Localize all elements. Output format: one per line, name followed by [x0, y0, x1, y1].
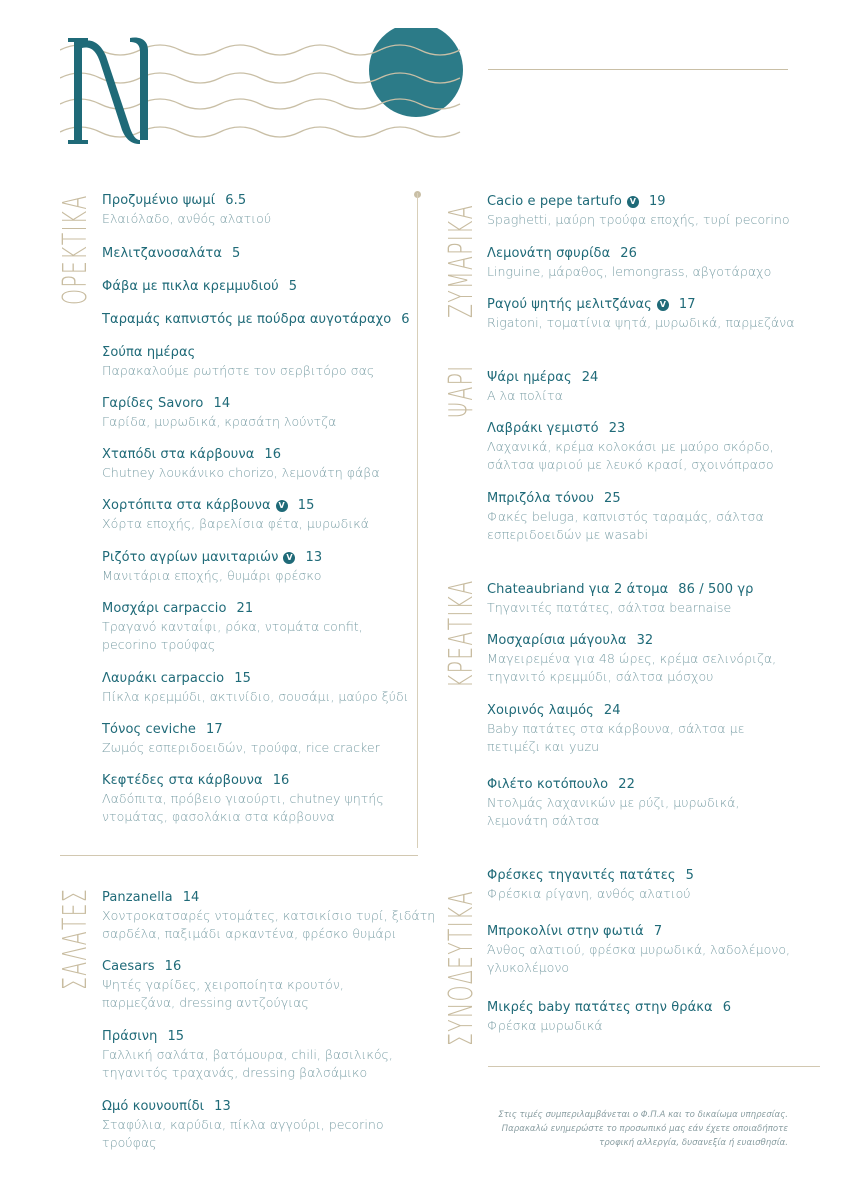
menu-item-name: Μικρές baby πατάτες στην θράκα: [487, 1000, 713, 1015]
menu-item-price: 24: [581, 370, 599, 385]
sun-circle: [369, 28, 463, 117]
menu-item-description: τηγανιτός τραχανάς, dressing βαλσάμικο: [102, 1065, 368, 1080]
menu-item-title: [102, 958, 344, 976]
menu-item: [102, 889, 435, 943]
menu-item-price: 23: [608, 421, 626, 436]
menu-item-description: pecorino τρούφας: [102, 637, 216, 652]
menu-item: [102, 311, 410, 329]
footnote-line: Στις τιμές συμπεριλαμβάνεται ο Φ.Π.Α και το δικαίωμα υπηρεσίας.: [498, 1110, 788, 1120]
menu-item-price: 5: [232, 246, 241, 261]
menu-item-name: Μοσχάρι carpaccio: [102, 601, 227, 616]
menu-item: [102, 278, 297, 296]
menu-item-name: Ταραμάς καπνιστός με πούδρα αυγοτάραχο: [102, 312, 392, 327]
menu-item-title: [487, 193, 790, 211]
menu-item-title: [102, 278, 297, 296]
menu-item-price: 19: [648, 194, 666, 209]
menu-item-title: [102, 889, 435, 907]
menu-item-name: Λαβράκι γεμιστό: [487, 421, 599, 436]
section-divider: [60, 855, 418, 856]
menu-item: [487, 999, 731, 1035]
menu-item-title: [487, 923, 790, 941]
menu-item-price: 7: [653, 924, 663, 939]
menu-item: [102, 772, 384, 826]
menu-item-description: λεμονάτη σάλτσα: [487, 813, 600, 828]
menu-item-price: 14: [213, 396, 231, 411]
menu-item: [487, 632, 776, 686]
menu-item-description: ντομάτας, φασολάκια στα κάρβουνα: [102, 809, 335, 824]
menu-item-price: 5: [288, 279, 298, 294]
menu-item-title: [102, 446, 380, 464]
menu-item-description: Chutney λουκάνικο chorizo, λεμονάτη φάβα: [102, 465, 380, 480]
section-title-zymarika: ΖΥΜΑΡΙΚΑ: [441, 204, 480, 318]
menu-item-price: 15: [234, 671, 251, 686]
menu-item-title: [487, 245, 771, 263]
menu-item-description: Ντολμάς λαχανικών με ρύζι, μυρωδικά,: [487, 795, 740, 810]
menu-item-title: [102, 1098, 384, 1116]
menu-item-price: 6.5: [225, 193, 247, 208]
wave-line: [60, 127, 460, 137]
menu-item-price: 16: [264, 447, 282, 462]
menu-item-description: Σταφύλια, καρύδια, πίκλα αγγούρι, pecorino: [102, 1117, 384, 1132]
menu-item-title: [102, 600, 363, 618]
menu-item-name: Λαυράκι carpaccio: [102, 671, 225, 686]
menu-item-description: Μαγειρεμένα για 48 ώρες, κρέμα σελινόριζα,: [487, 651, 777, 666]
menu-item-name: Κεφτέδες στα κάρβουνα: [102, 773, 263, 788]
menu-item-description: Α λα πολίτα: [487, 388, 563, 403]
menu-item-title: [487, 632, 776, 650]
menu-item: [102, 1028, 393, 1082]
menu-item: [102, 497, 369, 533]
section-divider: [488, 1066, 820, 1067]
menu-item-description: Τραγανό κανταΐφι, ρόκα, ντομάτα confit,: [102, 619, 363, 634]
menu-item-name: Ωμό κουνουπίδι: [102, 1099, 205, 1114]
menu-item-description: τηγανιτό κρεμμύδι, σάλτσα μόσχου: [487, 669, 714, 684]
menu-item-price: 13: [214, 1099, 231, 1114]
vegan-badge-icon: V: [276, 500, 288, 512]
menu-item-description: Άνθος αλατιού, φρέσκα μυρωδικά, λαδολέμονο,: [487, 942, 791, 957]
menu-item-name: Μπριζόλα τόνου: [487, 491, 595, 506]
menu-item: [487, 923, 790, 977]
menu-item: [487, 581, 753, 617]
menu-item-price: 15: [167, 1029, 185, 1044]
menu-item-price: 26: [620, 246, 638, 261]
menu-item-name: Ριζότο αγρίων μανιταριών: [102, 550, 279, 565]
menu-item-description: Baby πατάτες στα κάρβουνα, σάλτσα με: [487, 721, 745, 736]
menu-item: [487, 296, 795, 332]
menu-item-description: πετιμέζι και yuzu: [487, 739, 600, 754]
menu-item-title: [102, 772, 384, 790]
menu-item-description: Ψητές γαρίδες, χειροποίητα κρουτόν,: [102, 977, 344, 992]
menu-item-description: παρμεζάνα, dressing αντζούγιας: [102, 995, 309, 1010]
menu-item-description: Παρακαλούμε ρωτήστε τον σερβιτόρο σας: [102, 363, 375, 378]
menu-item-price: 14: [182, 890, 200, 905]
menu-item-price: 86 / 500 γρ: [678, 582, 754, 597]
menu-item: [487, 867, 694, 903]
menu-item-title: [102, 1028, 393, 1046]
vegan-badge-icon: V: [627, 196, 639, 208]
menu-item: [102, 395, 336, 431]
menu-item-title: [487, 490, 764, 508]
menu-item-title: [102, 245, 240, 263]
menu-item-name: Χοιρινός λαιμός: [487, 703, 594, 718]
menu-item-title: [487, 702, 744, 720]
menu-item-name: Chateaubriand για 2 άτομα: [487, 582, 669, 597]
menu-item-price: 6: [401, 312, 410, 327]
menu-item-description: γλυκολέμονο: [487, 960, 570, 975]
menu-item-title: [102, 344, 374, 362]
vegan-badge-icon: V: [283, 552, 295, 564]
menu-item-price: 25: [604, 491, 621, 506]
menu-item-description: Χόρτα εποχής, βαρελίσια φέτα, μυρωδικά: [102, 516, 369, 531]
menu-item-title: [487, 581, 753, 599]
menu-item-title: [102, 670, 409, 688]
wave-sun-logo: [60, 28, 480, 153]
menu-item: [487, 245, 771, 281]
menu-item: [487, 193, 790, 229]
column-divider: [417, 193, 418, 848]
menu-item-description: Χοντροκατσαρές ντομάτες, κατσικίσιο τυρί, ξιδάτη: [102, 908, 436, 923]
menu-item-name: Φάβα με πικλα κρεμμυδιού: [102, 279, 279, 294]
menu-item-title: [102, 192, 271, 210]
menu-item-description: Μανιτάρια εποχής, θυμάρι φρέσκο: [102, 568, 322, 583]
menu-item-price: 6: [722, 1000, 732, 1015]
header-divider: [488, 69, 788, 70]
menu-item: [102, 1098, 384, 1152]
menu-item-description: τρούφας: [102, 1135, 157, 1150]
menu-item-title: [487, 999, 731, 1017]
menu-item-price: 13: [305, 550, 323, 565]
menu-item-price: 5: [685, 868, 694, 883]
menu-item: [487, 702, 744, 756]
menu-item-description: Φρέσκια ρίγανη, ανθός αλατιού: [487, 886, 691, 901]
menu-item-description: Ζωμός εσπεριδοειδών, τρούφα, rice cracker: [102, 740, 380, 755]
menu-item: [102, 549, 322, 585]
menu-item-description: Φρέσκα μυρωδικά: [487, 1018, 603, 1033]
menu-item-description: σάλτσα ψαριού με λευκό κρασί, σχοινόπρασο: [487, 457, 774, 472]
section-title-salates: ΣΑΛΑΤΕΣ: [55, 888, 94, 990]
menu-item: [102, 245, 240, 263]
section-title-kreatika: ΚΡΕΑΤΙΚΑ: [441, 579, 480, 688]
menu-item-description: Λαδόπιτα, πρόβειο γιαούρτι, chutney ψητής: [102, 791, 384, 806]
menu-item-name: Χταπόδι στα κάρβουνα: [102, 447, 255, 462]
menu-item-name: Ραγού ψητής μελιτζάνας: [487, 297, 652, 312]
menu-item-name: Caesars: [102, 959, 155, 974]
menu-item-description: Spaghetti, μαύρη τρούφα εποχής, τυρί pecorino: [487, 212, 790, 227]
section-title-psari: ΨΑΡΙ: [441, 364, 480, 418]
menu-item-description: Φακές beluga, καπνιστός ταραμάς, σάλτσα: [487, 509, 764, 524]
menu-item-title: [487, 867, 694, 885]
section-title-synodeutika: ΣΥΝΟΔΕΥΤΙΚΑ: [441, 890, 480, 1046]
menu-item: [102, 446, 380, 482]
menu-item-name: Τόνος ceviche: [102, 722, 197, 737]
menu-item-description: εσπεριδοειδών με wasabi: [487, 527, 649, 542]
menu-item-name: Μπροκολίνι στην φωτιά: [487, 924, 644, 939]
menu-item-name: Λεμονάτη σφυρίδα: [487, 246, 611, 261]
menu-item-price: 21: [236, 601, 254, 616]
menu-item-description: Τηγανιτές πατάτες, σάλτσα bearnaise: [487, 600, 732, 615]
menu-item-description: Ελαιόλαδο, ανθός αλατιού: [102, 211, 272, 226]
menu-item-title: [102, 497, 369, 515]
menu-item-price: 15: [297, 498, 315, 513]
menu-item-name: Σούπα ημέρας: [102, 345, 196, 360]
menu-item: [487, 420, 774, 474]
menu-item-name: Μοσχαρίσια μάγουλα: [487, 633, 627, 648]
menu-item-name: Φιλέτο κοτόπουλο: [487, 777, 609, 792]
menu-item: [487, 369, 598, 405]
menu-item: [102, 958, 344, 1012]
menu-item: [102, 192, 271, 228]
menu-item-title: [487, 420, 774, 438]
menu-item-description: σαρδέλα, παξιμάδι αρκαντένα, φρέσκο θυμάρι: [102, 926, 397, 941]
menu-item: [487, 776, 739, 830]
menu-item-name: Προζυμένιο ψωμί: [102, 193, 216, 208]
menu-item-name: Panzanella: [102, 890, 173, 905]
section-title-orektika: ΟΡΕΚΤΙΚΑ: [55, 194, 94, 305]
menu-item-title: [487, 369, 598, 387]
footnote: [458, 1108, 788, 1150]
menu-item-title: [487, 776, 739, 794]
menu-item: [102, 344, 374, 380]
menu-item-description: Γαλλική σαλάτα, βατόμουρα, chili, βασιλικός,: [102, 1047, 393, 1062]
menu-item-description: Λαχανικά, κρέμα κολοκάσι με μαύρο σκόρδο,: [487, 439, 774, 454]
menu-item-description: Rigatoni, τοματίνια ψητά, μυρωδικά, παρμεζάνα: [487, 315, 795, 330]
menu-item-price: 24: [603, 703, 621, 718]
menu-item-description: Linguine, μάραθος, lemongrass, αβγοτάραχο: [487, 264, 772, 279]
menu-item-title: [102, 311, 410, 329]
menu-item-name: Χορτόπιτα στα κάρβουνα: [102, 498, 271, 513]
menu-item: [102, 721, 380, 757]
menu-item-price: 17: [206, 722, 223, 737]
menu-item-name: Γαρίδες Savoro: [102, 396, 204, 411]
menu-item-price: 16: [272, 773, 290, 788]
menu-item-title: [102, 549, 322, 567]
menu-item: [102, 600, 363, 654]
menu-item-name: Φρέσκες τηγανιτές πατάτες: [487, 868, 676, 883]
footnote-line: Παρακαλώ ενημερώστε το προσωπικό μας εάν έχετε οποιαδήποτε: [501, 1124, 788, 1134]
menu-item-title: [487, 296, 795, 314]
menu-item-name: Μελιτζανοσαλάτα: [102, 246, 222, 261]
menu-item-description: Πίκλα κρεμμύδι, ακτινίδιο, σουσάμι, μαύρο ξύδι: [102, 689, 409, 704]
menu-item-price: 16: [164, 959, 182, 974]
menu-item-title: [102, 721, 380, 739]
vegan-badge-icon: V: [657, 299, 669, 311]
menu-item-name: Ψάρι ημέρας: [487, 370, 572, 385]
menu-item: [487, 490, 764, 544]
menu-item-price: 17: [678, 297, 696, 312]
menu-item-title: [102, 395, 336, 413]
menu-item-name: Πράσινη: [102, 1029, 158, 1044]
menu-item-price: 32: [636, 633, 654, 648]
menu-item-name: Cacio e pepe tartufo: [487, 194, 622, 209]
menu-item: [102, 670, 409, 706]
menu-item-description: Γαρίδα, μυρωδικά, κρασάτη λούντζα: [102, 414, 337, 429]
footnote-line: τροφική αλλεργία, δυσανεξία ή ευαισθησία.: [599, 1138, 788, 1148]
menu-item-price: 22: [618, 777, 635, 792]
